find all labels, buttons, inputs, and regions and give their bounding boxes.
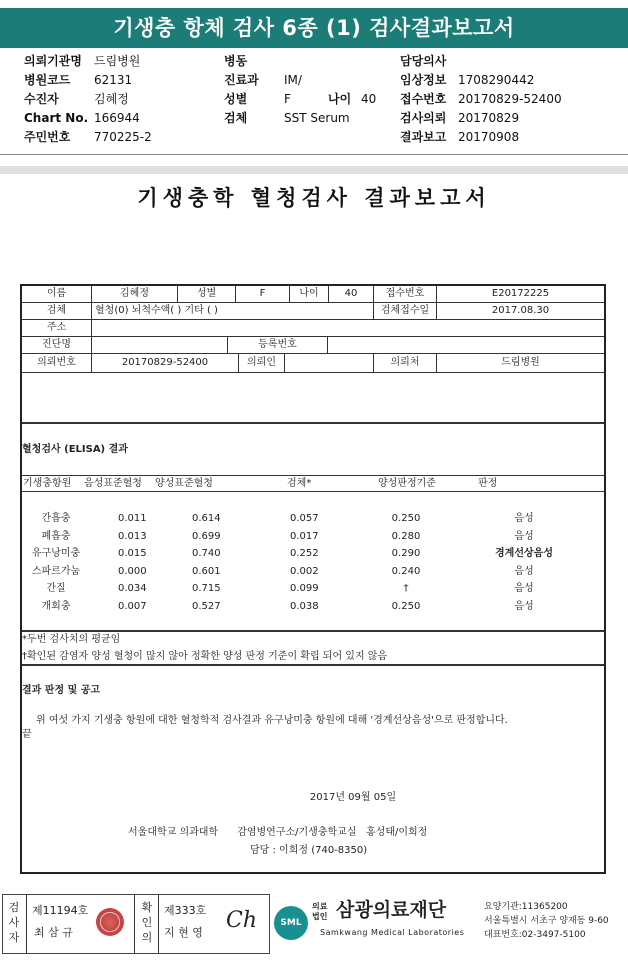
specimen-date-label: 검체접수일 — [380, 305, 430, 316]
cutoff-value: 0.240 — [391, 565, 421, 577]
sample-value: 0.017 — [290, 530, 319, 542]
confirm-label: 확인의 — [141, 901, 153, 944]
sex-label: 성별 — [224, 92, 248, 106]
grid-line — [22, 630, 604, 632]
col-cutoff: 양성판정기준 — [378, 478, 436, 489]
name-value: 김혜정 — [120, 288, 149, 299]
conclusion-date: 2017년 09월 05일 — [309, 792, 397, 803]
receipt-value: E20172225 — [491, 288, 550, 299]
patient-value: 김혜정 — [94, 92, 129, 106]
grid-line — [22, 336, 604, 337]
antigen-name: 간흡충 — [41, 513, 71, 524]
pos-std-value: 0.715 — [192, 583, 221, 595]
antigen-name: 폐흡충 — [41, 530, 71, 542]
clinical-info-value: 1708290442 — [458, 73, 535, 87]
neg-std-value: 0.015 — [118, 548, 147, 560]
pos-std-value: 0.614 — [192, 513, 221, 524]
grid-line — [158, 894, 159, 954]
grid-line — [22, 319, 604, 320]
col-sample: 검체* — [287, 478, 312, 489]
foundation-en: Samkwang Medical Laboratories — [320, 928, 465, 937]
resident-no-label: 주민번호 — [24, 130, 71, 144]
name-label: 이름 — [46, 288, 67, 299]
address-label: 주소 — [46, 322, 67, 333]
sex-value: F — [284, 92, 291, 106]
department-label: 진료과 — [224, 73, 259, 87]
resident-no-value: 770225-2 — [94, 130, 152, 144]
cutoff-value: 0.290 — [391, 548, 421, 560]
footnote-average: *두번 검사치의 평균임 — [22, 634, 121, 645]
specimen-value: SST Serum — [284, 111, 350, 125]
foundation-name: 삼광의료재단 — [336, 899, 447, 921]
footer — [2, 894, 627, 956]
sample-value: 0.057 — [290, 513, 319, 524]
conclusion-org: 서울대학교 의과대학 감염병연구소/기생충학교실 홍성태/이희정 — [128, 827, 428, 838]
ward-label: 병동 — [224, 54, 248, 68]
sex-label: 성별 — [196, 288, 217, 299]
result-value: 음성 — [514, 513, 534, 524]
specimen-value: 혈청(0) 뇌척수액( ) 기타 ( ) — [95, 305, 218, 316]
result-value: 경계선상음성 — [495, 548, 553, 560]
sample-value: 0.252 — [290, 548, 319, 560]
header-col1 — [24, 52, 152, 147]
hospital-code-label: 병원코드 — [24, 73, 71, 87]
foundation-prefix: 의료법인 — [312, 902, 328, 921]
hospital-value: 드림병원 — [94, 54, 141, 68]
request-no-value: 20170829-52400 — [121, 357, 209, 368]
grid-line — [22, 353, 604, 354]
cutoff-value: 0.250 — [391, 601, 421, 612]
specimen-label: 검체 — [224, 111, 248, 125]
inspector-name: 최 삼 규 — [34, 926, 73, 939]
specimen-date-value: 2017.08.30 — [491, 305, 550, 316]
elisa-heading: 혈청검사 (ELISA) 결과 — [22, 444, 128, 455]
conclusion-contact: 담당 : 이희정 (740-8350) — [250, 845, 368, 856]
antigen-name: 스파르가눔 — [31, 565, 81, 577]
page-title: 기생충 항체 검사 6종 (1) 검사결과보고서 — [0, 8, 628, 48]
report-title: 기생충학 혈청검사 결과보고서 — [137, 185, 491, 210]
result-value: 음성 — [514, 601, 534, 612]
report-date-value: 20170908 — [458, 130, 520, 144]
antigen-name: 개회충 — [41, 601, 71, 612]
cutoff-value: 0.250 — [391, 513, 421, 524]
neg-std-value: 0.007 — [118, 601, 147, 612]
sml-logo-icon: SML — [274, 906, 308, 940]
scan-border — [0, 166, 628, 174]
grid-line — [22, 664, 604, 666]
footnote-dagger: †확인된 감염자 양성 혈청이 많지 않아 정확한 양성 판정 기준이 확립 되어 있지 않음 — [22, 651, 388, 662]
pos-std-value: 0.601 — [192, 565, 221, 577]
age-label: 나이 — [328, 92, 352, 106]
patient-label: 수진자 — [24, 92, 59, 106]
col-pos-std: 양성표준혈청 — [155, 478, 213, 489]
age-value: 40 — [361, 92, 377, 106]
request-place-label: 의뢰처 — [390, 357, 420, 368]
grid-line — [22, 372, 604, 373]
conclusion-heading: 결과 판정 및 공고 — [22, 685, 101, 696]
antigen-name: 유구낭미충 — [31, 548, 81, 560]
seal-icon — [96, 908, 124, 936]
department-value: IM/ — [284, 73, 302, 87]
report-form — [20, 284, 606, 874]
receipt-no-label: 접수번호 — [400, 92, 447, 106]
clinical-info-label: 임상정보 — [400, 73, 447, 87]
receipt-no-value: 20170829-52400 — [458, 92, 562, 106]
grid-line — [284, 353, 285, 372]
register-label: 등록번호 — [258, 339, 297, 350]
chart-no-value: 166944 — [94, 111, 140, 125]
cutoff-value: 0.280 — [391, 530, 421, 542]
age-label: 나이 — [299, 288, 319, 299]
age-value: 40 — [344, 288, 358, 299]
request-no-label: 의뢰번호 — [37, 357, 76, 368]
result-value: 음성 — [514, 530, 534, 542]
pos-std-value: 0.699 — [192, 530, 221, 542]
report-date-label: 결과보고 — [400, 130, 447, 144]
request-date-value: 20170829 — [458, 111, 520, 125]
header-col3 — [400, 52, 562, 147]
grid-line — [327, 336, 328, 353]
doctor-label: 담당의사 — [400, 54, 447, 68]
phone: 대표번호:02-3497-5100 — [484, 930, 586, 940]
grid-line — [22, 491, 604, 492]
chart-no-label: Chart No. — [24, 111, 89, 125]
request-place-value: 드림병원 — [501, 357, 540, 368]
sample-value: 0.038 — [290, 601, 319, 612]
sex-value: F — [259, 288, 266, 299]
confirm-name: 지 현 영 — [164, 926, 203, 939]
inspector-license: 제11194호 — [32, 904, 89, 917]
sample-value: 0.002 — [290, 565, 319, 577]
neg-std-value: 0.013 — [118, 530, 147, 542]
col-neg-std: 음성표준혈청 — [84, 478, 142, 489]
conclusion-text: 위 여섯 가지 기생충 항원에 대한 혈청학적 검사결과 유구낭미충 항원에 대해 '경계선상음성'으로 판정합니다. — [36, 715, 508, 726]
pos-std-value: 0.740 — [192, 548, 221, 560]
pos-std-value: 0.527 — [192, 601, 221, 612]
header-col2 — [224, 52, 377, 128]
col-result: 판정 — [478, 478, 498, 489]
col-antigen: 기생충항원 — [23, 478, 72, 489]
grid-line — [22, 475, 604, 476]
diagnosis-label: 진단명 — [42, 339, 71, 350]
signature: Ch — [226, 908, 258, 933]
header-divider — [0, 154, 628, 155]
receipt-label: 접수번호 — [385, 288, 425, 299]
neg-std-value: 0.011 — [118, 513, 147, 524]
result-value: 음성 — [514, 565, 534, 577]
grid-line — [22, 302, 604, 303]
neg-std-value: 0.034 — [118, 583, 147, 595]
conclusion-end: 끝 — [22, 729, 32, 740]
cutoff-value: † — [403, 583, 409, 595]
grid-line — [22, 422, 604, 424]
grid-line — [26, 894, 27, 954]
antigen-name: 간질 — [46, 583, 66, 595]
hospital-label: 의뢰기관명 — [24, 54, 82, 68]
address: 서울특별시 서초구 양재동 9-60 — [484, 916, 609, 926]
hospital-code-value: 62131 — [94, 73, 133, 87]
sample-value: 0.099 — [290, 583, 319, 595]
requester-label: 의뢰인 — [247, 357, 276, 368]
inspector-label: 검사자 — [8, 901, 20, 944]
grid-line — [134, 894, 135, 954]
request-date-label: 검사의뢰 — [400, 111, 447, 125]
confirm-license: 제333호 — [164, 904, 207, 917]
agency-code: 요양기관:11365200 — [484, 902, 568, 912]
neg-std-value: 0.000 — [118, 565, 147, 577]
specimen-label: 검체 — [46, 305, 67, 316]
result-value: 음성 — [514, 583, 534, 595]
